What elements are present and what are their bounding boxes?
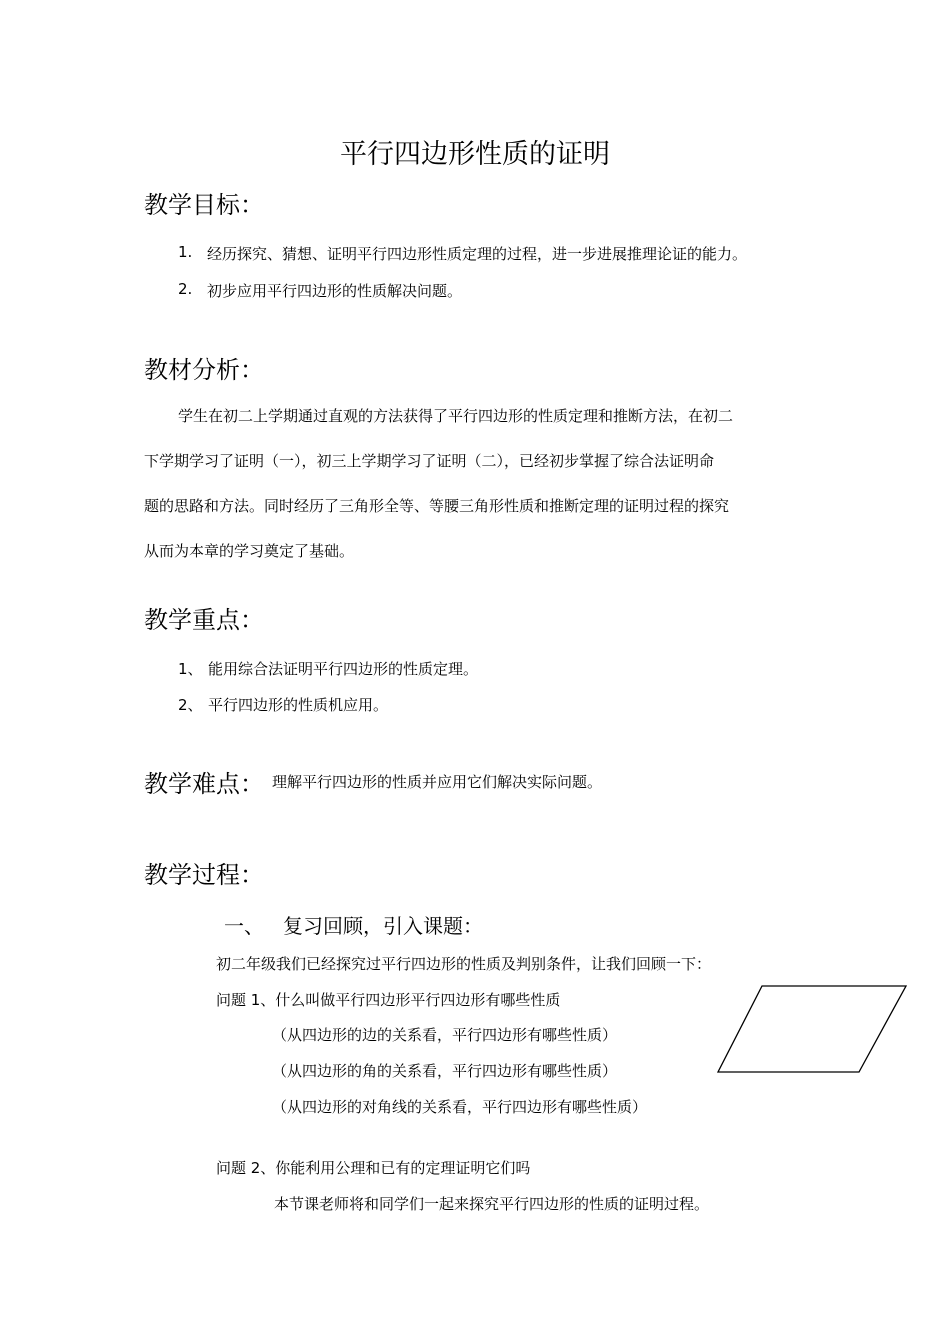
key-point-2: 平行四边形的性质机应用。: [208, 696, 389, 714]
analysis-line-4: 从而为本章的学习奠定了基础。: [144, 542, 355, 560]
key-points-heading: 教学重点：: [144, 606, 264, 634]
page-title: 平行四边形性质的证明: [340, 139, 610, 170]
analysis-heading: 教材分析：: [144, 356, 264, 384]
key-point-1: 能用综合法证明平行四边形的性质定理。: [208, 660, 479, 678]
analysis-paragraph: [144, 398, 816, 569]
objective-item-2-number: 2.: [178, 280, 193, 298]
question-1-sub-angles: （从四边形的角的关系看，平行四边形有哪些性质）: [272, 1062, 618, 1080]
difficulty-heading: 教学难点：: [144, 770, 264, 798]
question-1: 问题 1、什么叫做平行四边形平行四边形有哪些性质: [216, 991, 561, 1009]
difficulty-text: 理解平行四边形的性质并应用它们解决实际问题。: [272, 773, 603, 791]
question-1-sub-sides: （从四边形的边的关系看，平行四边形有哪些性质）: [272, 1026, 618, 1044]
objective-item-2: 初步应用平行四边形的性质解决问题。: [207, 282, 463, 300]
objectives-heading: 教学目标：: [144, 191, 264, 219]
review-intro: 初二年级我们已经探究过平行四边形的性质及判别条件，让我们回顾一下：: [216, 955, 712, 973]
section-1-title: 复习回顾，引入课题：: [283, 914, 483, 938]
key-point-2-number: 2、: [178, 696, 203, 714]
section-1-number: 一、: [224, 914, 264, 938]
question-1-sub-diagonals: （从四边形的对角线的关系看，平行四边形有哪些性质）: [272, 1098, 648, 1116]
analysis-line-3: 题的思路和方法。同时经历了三角形全等、等腰三角形性质和推断定理的证明过程的探究: [144, 497, 730, 515]
key-point-1-number: 1、: [178, 660, 203, 678]
question-2: 问题 2、你能利用公理和已有的定理证明它们吗: [216, 1159, 531, 1177]
parallelogram-figure: [710, 980, 915, 1080]
parallelogram-shape: [718, 986, 906, 1072]
analysis-line-1: 学生在初二上学期通过直观的方法获得了平行四边形的性质定理和推断方法，在初二: [178, 407, 734, 425]
closing-statement: 本节课老师将和同学们一起来探究平行四边形的性质的证明过程。: [274, 1195, 710, 1213]
objective-item-1-number: 1.: [178, 243, 193, 261]
analysis-line-2: 下学期学习了证明（一），初三上学期学习了证明（二），已经初步掌握了综合法证明命: [144, 452, 715, 470]
process-heading: 教学过程：: [144, 861, 264, 889]
objective-item-1: 经历探究、猜想、证明平行四边形性质定理的过程，进一步进展推理论证的能力。: [207, 245, 748, 263]
